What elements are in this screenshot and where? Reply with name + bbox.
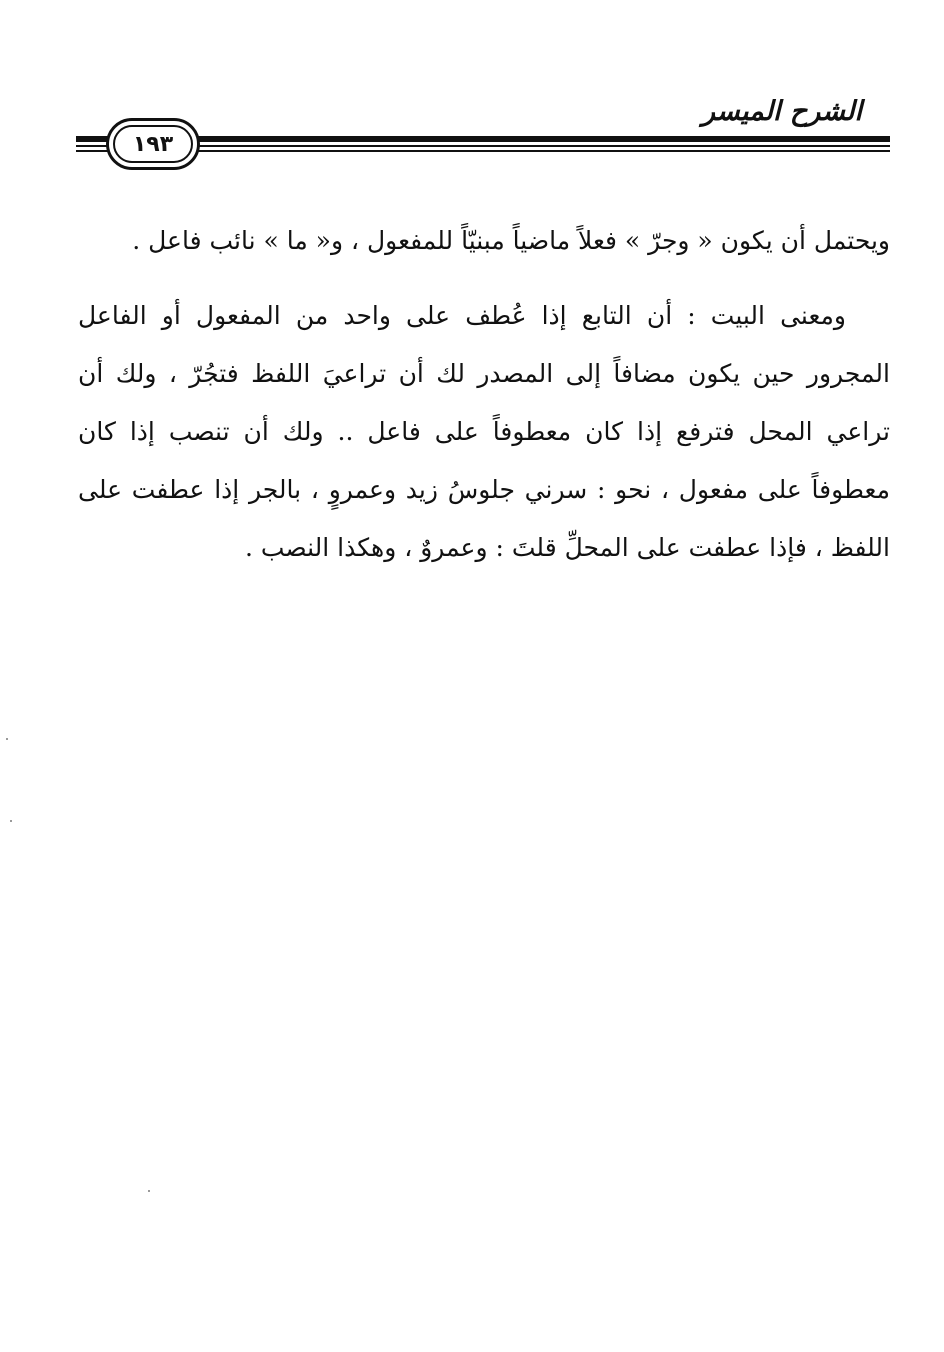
running-header-title: الشرح الميسر (701, 96, 862, 127)
paragraph-1: ويحتمل أن يكون « وجرّ » فعلاً ماضياً مبنيّاً للمفعول ، و« ما » نائب فاعل . (132, 226, 890, 255)
scan-speck (6, 738, 8, 740)
scan-speck (10, 820, 12, 822)
scan-speck (148, 1190, 150, 1192)
page-number-badge (106, 118, 200, 170)
page-number: ١٩٣ (113, 125, 193, 163)
paragraph-2: ومعنى البيت : أن التابع إذا عُطف على واحد من المفعول أو الفاعل المجرور حين يكون مضافاً إلى المصدر لك أن تراعيَ اللفظ فتجُرّ ، ولك أن تراعي المحل فترفع إذا كان معطوفاً على فاعل .. ولك أن تنصب إذا كان معطوفاً على مفعول ، نحو : سرني جلوسُ زيد وعمروٍ ، بالجر إذا عطفت على اللفظ ، فإذا عطفت على المحلِّ قلتَ : وعمروٌ ، وهكذا النصب . (78, 301, 890, 562)
